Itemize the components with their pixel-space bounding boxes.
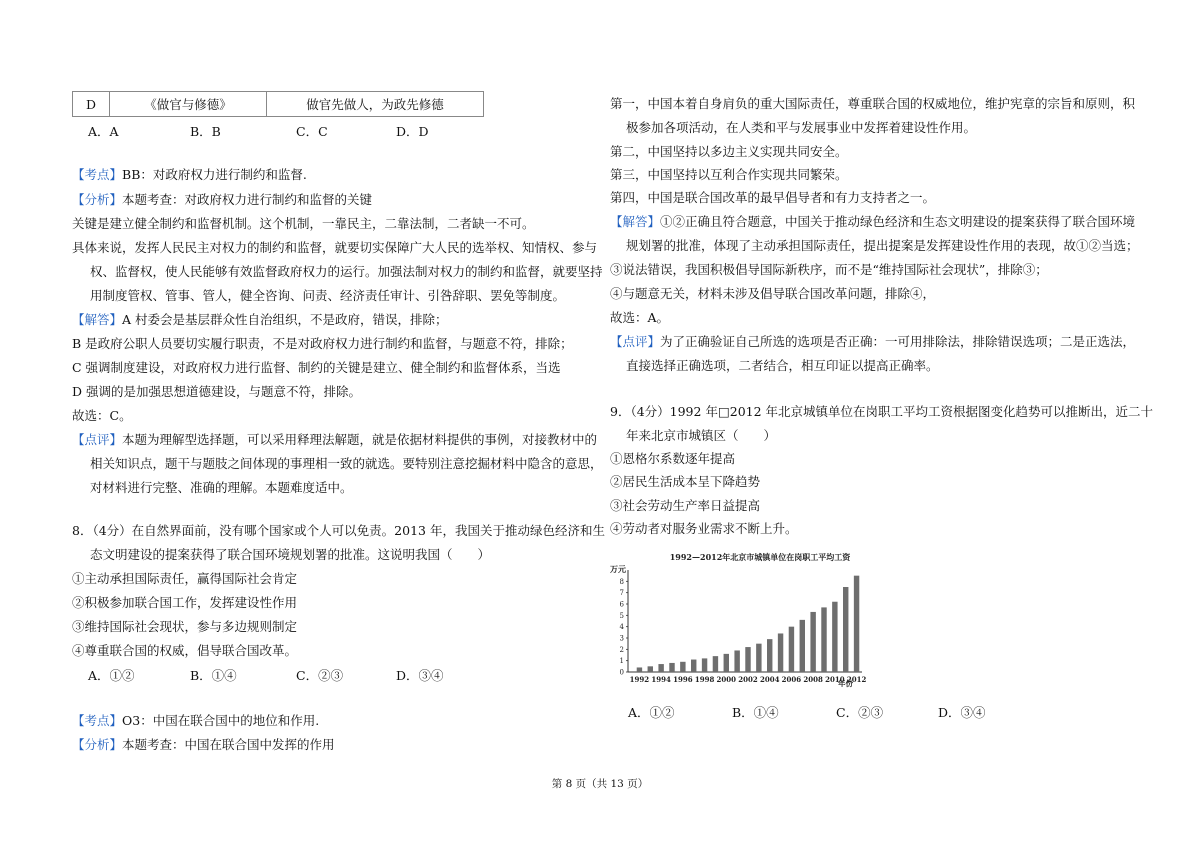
chart-bar <box>713 656 718 672</box>
choice: A．①② <box>628 705 675 720</box>
answer-line: 故选：C。 <box>72 408 132 423</box>
chart-bar <box>669 663 674 672</box>
dianping-line: 对材料进行完整、准确的理解。本题难度适中。 <box>90 480 353 495</box>
dianping-line: 相关知识点，题干与题肢之间体现的事理相一致的就选。要特别注意挖掘材料中隐含的意思， <box>90 456 603 471</box>
jieda-line <box>610 214 1135 230</box>
choice: D．③④ <box>938 705 986 720</box>
q8-option: ③维持国际社会现状，参与多边规则制定 <box>72 619 298 634</box>
jieda-tag: 【解答】 <box>72 312 123 327</box>
jieda-line <box>72 312 448 328</box>
choice: C．②③ <box>836 705 884 720</box>
chart-bar <box>680 662 685 672</box>
chart-y-tick-label: 3 <box>619 634 624 643</box>
dianping-tag: 【点评】 <box>72 432 123 447</box>
chart-y-tick-label: 0 <box>619 668 624 677</box>
dianping-tag: 【点评】 <box>610 334 661 349</box>
choice: D．③④ <box>396 668 444 683</box>
analysis-line: 第二，中国坚持以多边主义实现共同安全。 <box>610 144 848 159</box>
chart-y-tick-label: 7 <box>619 589 624 598</box>
q8-option: ④尊重联合国的权威，倡导联合国改革。 <box>72 643 298 658</box>
table-cell-letter: D <box>73 92 110 117</box>
q8-choices <box>88 666 444 684</box>
chart-x-tick-label: 1998 <box>694 675 715 684</box>
chart-x-tick-label: 2006 <box>781 675 802 684</box>
chart-x-tick-label: 2012 <box>846 675 867 684</box>
jieda-text: ①②正确且符合题意，中国关于推动绿色经济和生态文明建设的提案获得了联合国环境 <box>660 214 1136 229</box>
jieda-line: D 强调的是加强思想道德建设，与题意不符，排除。 <box>72 384 361 399</box>
table-cell-book: 《做官与修德》 <box>110 92 267 117</box>
chart-y-tick-label: 6 <box>619 600 624 609</box>
choice: C．②③ <box>296 668 344 683</box>
analysis-line: 第四，中国是联合国改革的最早倡导者和有力支持者之一。 <box>610 190 936 205</box>
choice: B．①④ <box>190 668 237 683</box>
chart-x-tick-label: 2000 <box>716 675 737 684</box>
choice: C．C <box>296 124 328 139</box>
q8-option: ②积极参加联合国工作，发挥建设性作用 <box>72 595 298 610</box>
jieda-line: B 是政府公职人员要切实履行职责，不是对政府权力进行制约和监督，与题意不符，排除； <box>72 336 573 351</box>
analysis-line: 用制度管权、管事、管人，健全咨询、问责、经济责任审计、引咎辞职、罢免等制度。 <box>90 288 566 303</box>
jieda-line: C 强调制度建设，对政府权力进行监督、制约的关键是建立、健全制约和监督体系，当选 <box>72 360 561 375</box>
q7-choices <box>88 122 429 140</box>
table-row <box>73 92 484 117</box>
table-cell-quote: 做官先做人，为政先修德 <box>267 92 484 117</box>
chart-bar <box>658 664 663 672</box>
chart-bar <box>756 644 761 672</box>
chart-x-tick-label: 2002 <box>738 675 758 684</box>
chart-bar <box>648 666 653 672</box>
wage-bar-chart <box>610 548 870 688</box>
analysis-line: 具体来说，发挥人民民主对权力的制约和监督，就要切实保障广大人民的选举权、知情权、参与 <box>72 240 598 255</box>
chart-bar <box>810 612 815 672</box>
chart-bar <box>745 647 750 672</box>
chart-bar <box>767 639 772 672</box>
fenxi-line <box>72 192 372 208</box>
option-table <box>72 91 484 117</box>
fenxi-text: 本题考查：对政府权力进行制约和监督的关键 <box>122 192 373 207</box>
chart-y-tick-label: 5 <box>619 611 624 620</box>
fenxi-tag: 【分析】 <box>72 737 123 752</box>
chart-bar <box>800 620 805 672</box>
chart-bar <box>778 633 783 672</box>
q8-stem: 态文明建设的提案获得了联合国环境规划署的批准。这说明我国（ ） <box>90 547 491 562</box>
fenxi-text: 本题考查：中国在联合国中发挥的作用 <box>122 737 335 752</box>
chart-x-tick-label: 1992 <box>629 675 650 684</box>
kaodian-tag: 【考点】 <box>72 713 123 728</box>
chart-bar <box>821 607 826 672</box>
choice: D．D <box>396 124 429 139</box>
chart-x-tick-label: 1996 <box>673 675 693 684</box>
chart-y-tick-label: 2 <box>619 645 624 654</box>
chart-x-tick-label: 2004 <box>759 675 780 684</box>
chart-bar <box>637 667 642 672</box>
kaodian-text: BB：对政府权力进行制约和监督. <box>122 167 307 182</box>
q9-option: ③社会劳动生产率日益提高 <box>610 498 761 513</box>
chart-y-tick-label: 8 <box>619 577 624 586</box>
dianping-line <box>610 334 1135 350</box>
kaodian-line <box>72 713 319 729</box>
fenxi-tag: 【分析】 <box>72 192 123 207</box>
chart-bar <box>691 660 696 672</box>
q9-option: ②居民生活成本呈下降趋势 <box>610 474 761 489</box>
analysis-line: 权、监督权，使人民能够有效监督政府权力的运行。加强法制对权力的制约和监督，就要坚持 <box>90 264 603 279</box>
analysis-line: 关键是建立健全制约和监督机制。这个机制，一靠民主，二靠法制，二者缺一不可。 <box>72 216 535 231</box>
jieda-tag: 【解答】 <box>610 214 661 229</box>
analysis-line: 极参加各项活动，在人类和平与发展事业中发挥着建设性作用。 <box>626 120 977 135</box>
chart-bar <box>734 650 739 672</box>
q9-stem: 年来北京市城镇区（ ） <box>626 428 777 443</box>
chart-bar <box>702 658 707 672</box>
choice: B．B <box>190 124 221 139</box>
chart-bar <box>724 654 729 672</box>
dianping-text: 本题为理解型选择题，可以采用释理法解题，就是依据材料提供的事例，对接教材中的 <box>122 432 598 447</box>
chart-bar <box>832 602 837 672</box>
q9-option: ①恩格尔系数逐年提高 <box>610 451 736 466</box>
page-footer: 第 8 页（共 13 页） <box>551 778 649 790</box>
chart-ylabel: 万元 <box>610 564 626 574</box>
chart-x-tick-label: 1994 <box>651 675 671 684</box>
kaodian-tag: 【考点】 <box>72 167 123 182</box>
chart-y-tick-label: 1 <box>619 657 624 666</box>
dianping-line: 直接选择正确选项，二者结合，相互印证以提高正确率。 <box>626 358 939 373</box>
dianping-text: 为了正确验证自己所选的选项是否正确：一可用排除法，排除错误选项；二是正选法， <box>660 334 1136 349</box>
choice: A．①② <box>88 668 135 683</box>
q8-stem: 8．（4分）在自然界面前，没有哪个国家或个人可以免责。2013 年，我国关于推动绿色经济和生 <box>72 523 605 538</box>
chart-x-tick-label: 2010 <box>825 675 845 684</box>
kaodian-line <box>72 167 307 183</box>
chart-y-tick-label: 4 <box>619 623 624 632</box>
jieda-line: ③说法错误，我国积极倡导国际新秩序，而不是“维持国际社会现状”，排除③； <box>610 262 1048 277</box>
jieda-text: A 村委会是基层群众性自治组织，不是政府，错误，排除； <box>122 312 448 327</box>
chart-title: 1992—2012年北京市城镇单位在岗职工平均工资 <box>669 552 851 562</box>
chart-bar <box>789 627 794 672</box>
chart-bar <box>854 576 859 672</box>
q9-option: ④劳动者对服务业需求不断上升。 <box>610 521 798 536</box>
analysis-line: 第一，中国本着自身肩负的重大国际责任，尊重联合国的权威地位，维护宪章的宗旨和原则，积 <box>610 96 1136 111</box>
analysis-line: 第三，中国坚持以互利合作实现共同繁荣。 <box>610 167 848 182</box>
choice: A．A <box>88 124 119 139</box>
q9-choices <box>628 703 986 721</box>
jieda-line: ④与题意无关，材料未涉及倡导联合国改革问题，排除④， <box>610 286 936 301</box>
q8-option: ①主动承担国际责任，赢得国际社会肯定 <box>72 571 298 586</box>
chart-bar <box>843 587 848 672</box>
jieda-line: 规划署的批准，体现了主动承担国际责任，提出提案是发挥建设性作用的表现，故①②当选； <box>626 238 1139 253</box>
q9-stem: 9．（4分）1992 年□2012 年北京城镇单位在岗职工平均工资根据图变化趋势可以推断出，近二十 <box>610 404 1154 419</box>
choice: B．①④ <box>732 705 779 720</box>
kaodian-text: O3：中国在联合国中的地位和作用. <box>122 713 320 728</box>
fenxi-line <box>72 737 335 753</box>
chart-xlabel: 年份 <box>838 679 853 688</box>
answer-line: 故选：A。 <box>610 310 670 325</box>
dianping-line <box>72 432 597 448</box>
chart-x-tick-label: 2008 <box>803 675 823 684</box>
